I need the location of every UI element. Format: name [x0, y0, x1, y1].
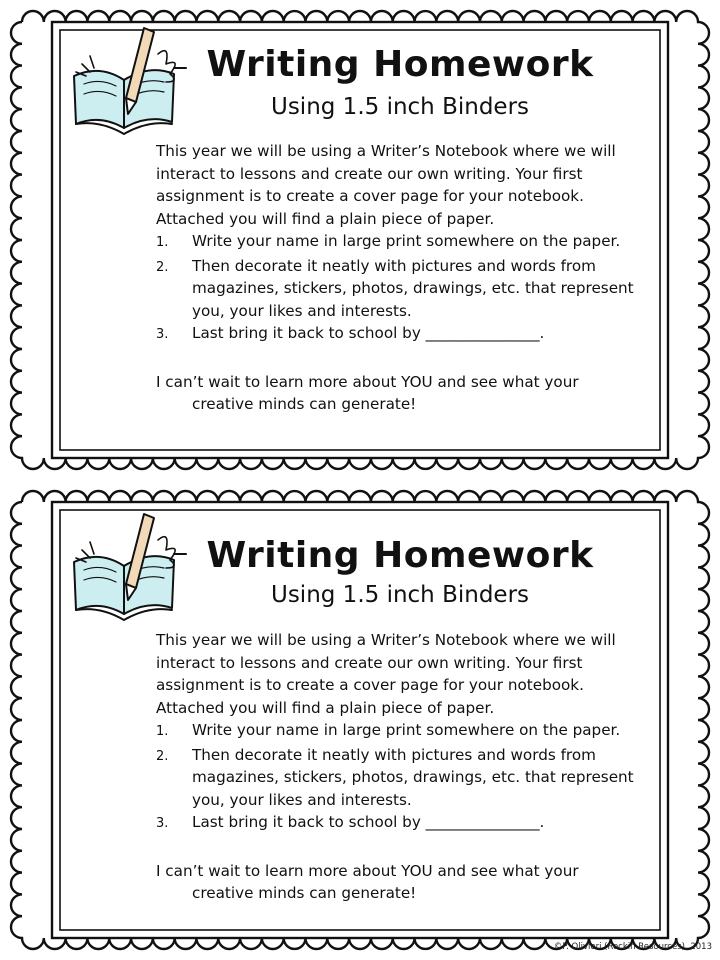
list-text: Then decorate it neatly with pictures and words from magazines, stickers, photos, drawings, etc. that represent you, your likes and interests.: [192, 745, 634, 809]
list-text: Last bring it back to school by _______________.: [192, 324, 545, 342]
list-text: Write your name in large print somewhere on the paper.: [192, 721, 621, 739]
list-item: [156, 719, 656, 744]
homework-card-2: [0, 480, 720, 960]
closing-line-1: I can’t wait to learn more about YOU and see what your: [156, 372, 579, 391]
list-item: [156, 322, 656, 347]
card-body: [156, 629, 656, 905]
list-number: 1.: [156, 724, 169, 739]
list-text: Then decorate it neatly with pictures and words from magazines, stickers, photos, drawings, etc. that represent you, your likes and interests.: [192, 256, 634, 320]
instruction-list: [156, 230, 656, 347]
intro-paragraph: This year we will be using a Writer’s Notebook where we will interact to lessons and create our own writing. Your first assignment is to create a cover page for your notebook. Attached you will find a plain piece of paper.: [156, 631, 616, 717]
list-text: Write your name in large print somewhere on the paper.: [192, 232, 621, 250]
list-number: 2.: [156, 748, 169, 764]
card-title: Writing Homework: [206, 535, 594, 576]
list-item: [156, 811, 656, 836]
list-number: 1.: [156, 235, 169, 250]
closing-paragraph: [156, 371, 656, 416]
closing-line-1: I can’t wait to learn more about YOU and see what your: [156, 861, 579, 880]
list-item: [156, 230, 656, 255]
list-text: Last bring it back to school by _______________.: [192, 813, 545, 831]
closing-line-2: creative minds can generate!: [192, 884, 417, 902]
card-body: [156, 140, 656, 416]
card-subtitle: Using 1.5 inch Binders: [270, 582, 530, 608]
list-number: 2.: [156, 259, 169, 275]
copyright-credit: ©P. Olivieri (Rockin Resources), 2013: [553, 942, 712, 952]
card-subtitle: Using 1.5 inch Binders: [270, 94, 530, 120]
closing-line-2: creative minds can generate!: [192, 395, 417, 413]
card-title: Writing Homework: [206, 44, 594, 85]
list-item: [156, 744, 656, 812]
closing-paragraph: [156, 860, 656, 905]
list-item: [156, 255, 656, 323]
instruction-list: [156, 719, 656, 836]
list-number: 3.: [156, 327, 169, 342]
intro-paragraph: This year we will be using a Writer’s Notebook where we will interact to lessons and create our own writing. Your first assignment is to create a cover page for your notebook. Attached you will find a plain piece of paper.: [156, 142, 616, 228]
list-number: 3.: [156, 816, 169, 831]
